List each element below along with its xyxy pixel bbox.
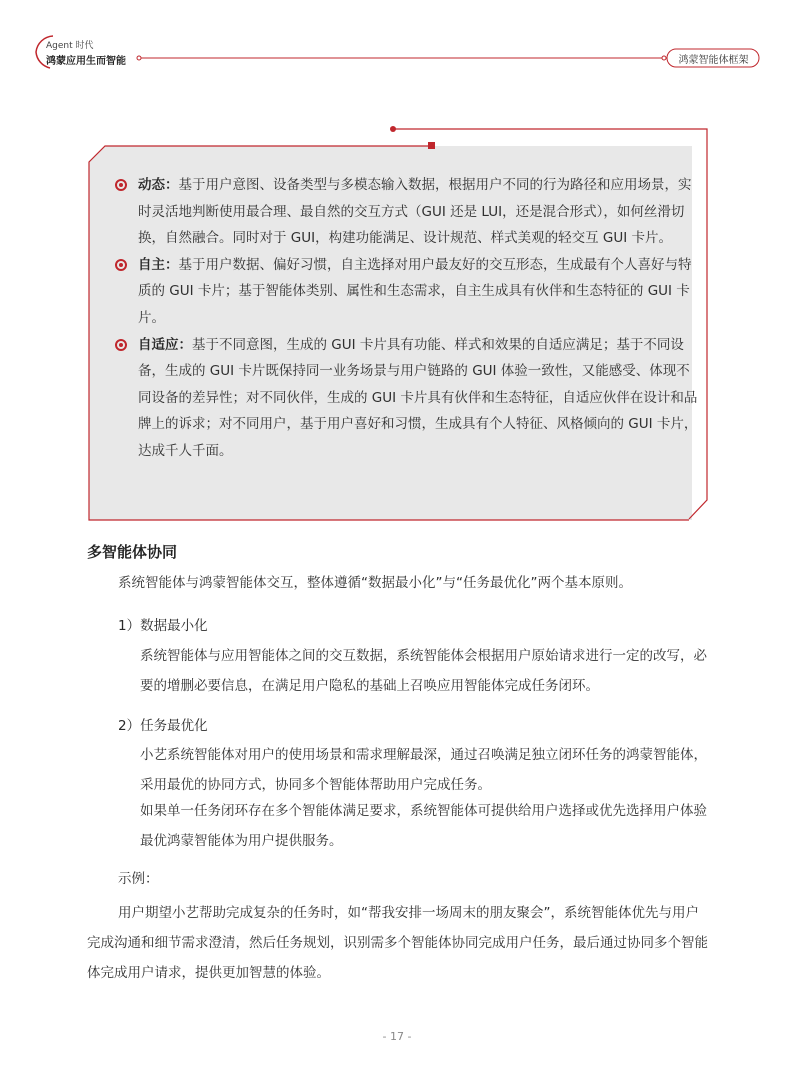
connector-dot [390,126,396,132]
bullet-ring-icon [115,179,127,191]
callout-text: 基于不同意图，生成的 GUI 卡片具有功能、样式和效果的自适应满足；基于不同设备，生成的 GUI 卡片既保持同一业务场景与用户链路的 GUI 体验一致性，又能感受、体现不同设备的差异性；对不同伙伴，生成的 GUI 卡片具有伙伴和生态特征，自适应伙伴在设计和品牌上的诉求；对不同用户，基于用户喜好和习惯，生成具有个人特征、风格倾向的 GUI 卡片，达成千人千面。 [138,336,698,459]
bullet-ring-icon [115,259,127,271]
section-tag: 鸿蒙智能体框架 [678,55,749,66]
page-number: - 17 - [382,1030,412,1043]
subheading-task-optimization: 2）任务最优化 [118,718,208,734]
callout-term: 自主： [138,256,179,273]
callout-item-adaptive [110,332,700,465]
brand-subtitle: Agent 时代 [46,41,94,51]
section-title: 多智能体协同 [87,543,178,561]
paragraph-task-optimization-2: 如果单一任务闭环存在多个智能体满足要求，系统智能体可提供给用户选择或优先选择用户体验最优鸿蒙智能体为用户提供服务。 [140,803,707,849]
callout-item-dynamic [110,172,700,252]
callout-term: 自适应： [138,336,192,353]
callout-list [110,172,700,465]
subheading-data-minimization: 1）数据最小化 [118,618,208,634]
example-label: 示例： [118,871,159,887]
callout-item-autonomous [110,252,700,332]
brand-title: 鸿蒙应用生而智能 [46,56,126,67]
section-intro: 系统智能体与鸿蒙智能体交互，整体遵循“数据最小化”与“任务最优化”两个基本原则。 [118,575,632,591]
callout-text: 基于用户数据、偏好习惯，自主选择对用户最友好的交互形态，生成最有个人喜好与特质的 GUI 卡片；基于智能体类别、属性和生态需求，自主生成具有伙伴和生态特征的 GUI 卡片。 [138,256,692,326]
callout-marker-square [428,142,435,149]
example-paragraph: 用户期望小艺帮助完成复杂的任务时，如“帮我安排一场周末的朋友聚会”，系统智能体优先与用户完成沟通和细节需求澄清，然后任务规划，识别需多个智能体协同完成用户任务，最后通过协同多个智能体完成用户请求，提供更加智慧的体验。 [87,905,708,981]
callout-text: 基于用户意图、设备类型与多模态输入数据，根据用户不同的行为路径和应用场景，实时灵活地判断使用最合理、最自然的交互方式（GUI 还是 LUI，还是混合形式），如何丝滑切换，自然融合。同时对于 GUI，构建功能满足、设计规范、样式美观的轻交互 GUI 卡片。 [138,177,692,247]
callout-term: 动态： [138,177,179,193]
paragraph-task-optimization-1: 小艺系统智能体对用户的使用场景和需求理解最深，通过召唤满足独立闭环任务的鸿蒙智能体，采用最优的协同方式，协同多个智能体帮助用户完成任务。 [140,747,707,793]
paragraph-data-minimization: 系统智能体与应用智能体之间的交互数据，系统智能体会根据用户原始请求进行一定的改写，必要的增删必要信息，在满足用户隐私的基础上召唤应用智能体完成任务闭环。 [140,648,707,694]
bullet-ring-icon [115,339,127,351]
